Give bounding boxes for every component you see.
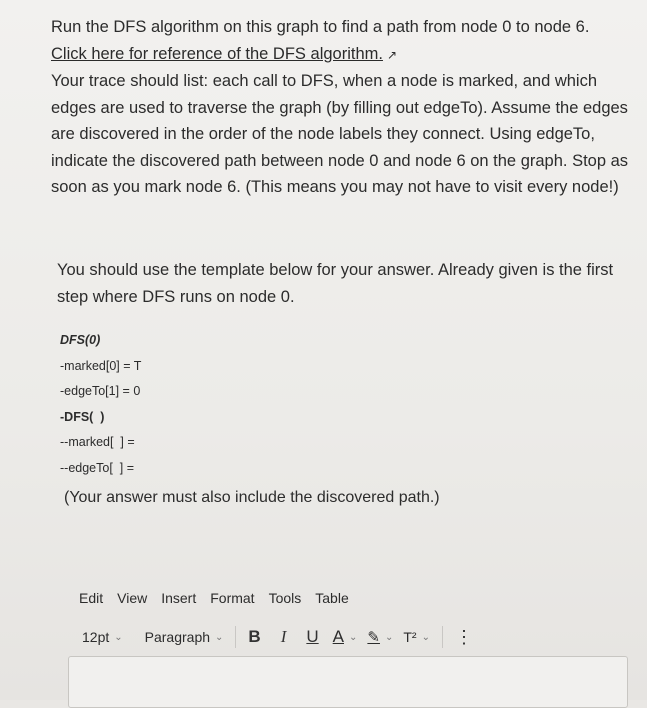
chevron-down-icon: ⌄ [384,631,394,643]
menu-table[interactable]: Table [315,590,349,606]
toolbar-divider [442,626,443,648]
font-size-value: 12pt [82,629,110,645]
question-line1: Run the DFS algorithm on this graph to find a path from node 0 to node 6. [51,18,590,36]
dfs-reference-link[interactable]: Click here for reference of the DFS algorithm. [51,44,383,63]
menu-edit[interactable]: Edit [79,590,104,606]
chevron-down-icon: ⌄ [349,631,358,643]
more-icon[interactable]: ⋮ [454,626,473,647]
template-line: -edgeTo[1] = 0 [60,384,141,398]
underline-button[interactable]: U [306,627,319,646]
template-line: DFS(0) [60,333,101,347]
superscript-icon: T² [403,629,417,645]
highlight-button[interactable] [367,628,393,646]
chevron-down-icon: ⌄ [421,631,430,643]
text-color-button[interactable] [333,627,358,647]
template-line: -marked[0] = T [60,358,142,373]
external-link-icon[interactable]: ↗ [386,47,398,62]
question-body: Your trace should list: each call to DFS, when a node is marked, and which edges are used to traverse the graph (by filling out edgeTo). Assume the edges are discovered in the order of the node labels they connect. Using edgeTo, indicate the discovered path between node 0 and node 6 on the graph. Stop as soon as you mark node 6. (This means you may not have to visit every node!) [51,72,629,196]
menu-format[interactable]: Format [210,590,255,606]
superscript-button[interactable] [403,629,430,645]
toolbar-divider [235,626,236,648]
template-block [60,328,141,481]
question-text [51,14,631,201]
chevron-down-icon: ⌄ [114,631,123,643]
answer-editor-area[interactable] [68,656,628,708]
highlight-icon: ✎ [367,629,380,646]
editor-toolbar [82,624,473,650]
bold-button[interactable]: B [248,627,261,646]
block-format-value: Paragraph [144,629,211,645]
menu-tools[interactable]: Tools [268,590,302,606]
answer-note: (Your answer must also include the discovered path.) [64,489,440,506]
template-line: -DFS( ) [60,409,105,424]
editor-menubar [79,590,363,606]
block-format-select[interactable] [145,629,224,645]
font-size-select[interactable] [82,629,123,645]
text-color-icon: A [332,627,344,646]
chevron-down-icon: ⌄ [215,631,224,643]
menu-insert[interactable]: Insert [161,590,197,606]
menu-view[interactable]: View [117,590,148,606]
template-line: --marked[ ] = [60,435,135,449]
italic-button[interactable]: I [280,627,287,646]
template-line: --edgeTo[ ] = [60,460,134,475]
template-intro: You should use the template below for your answer. Already given is the first step where DFS runs on node 0. [57,261,614,306]
